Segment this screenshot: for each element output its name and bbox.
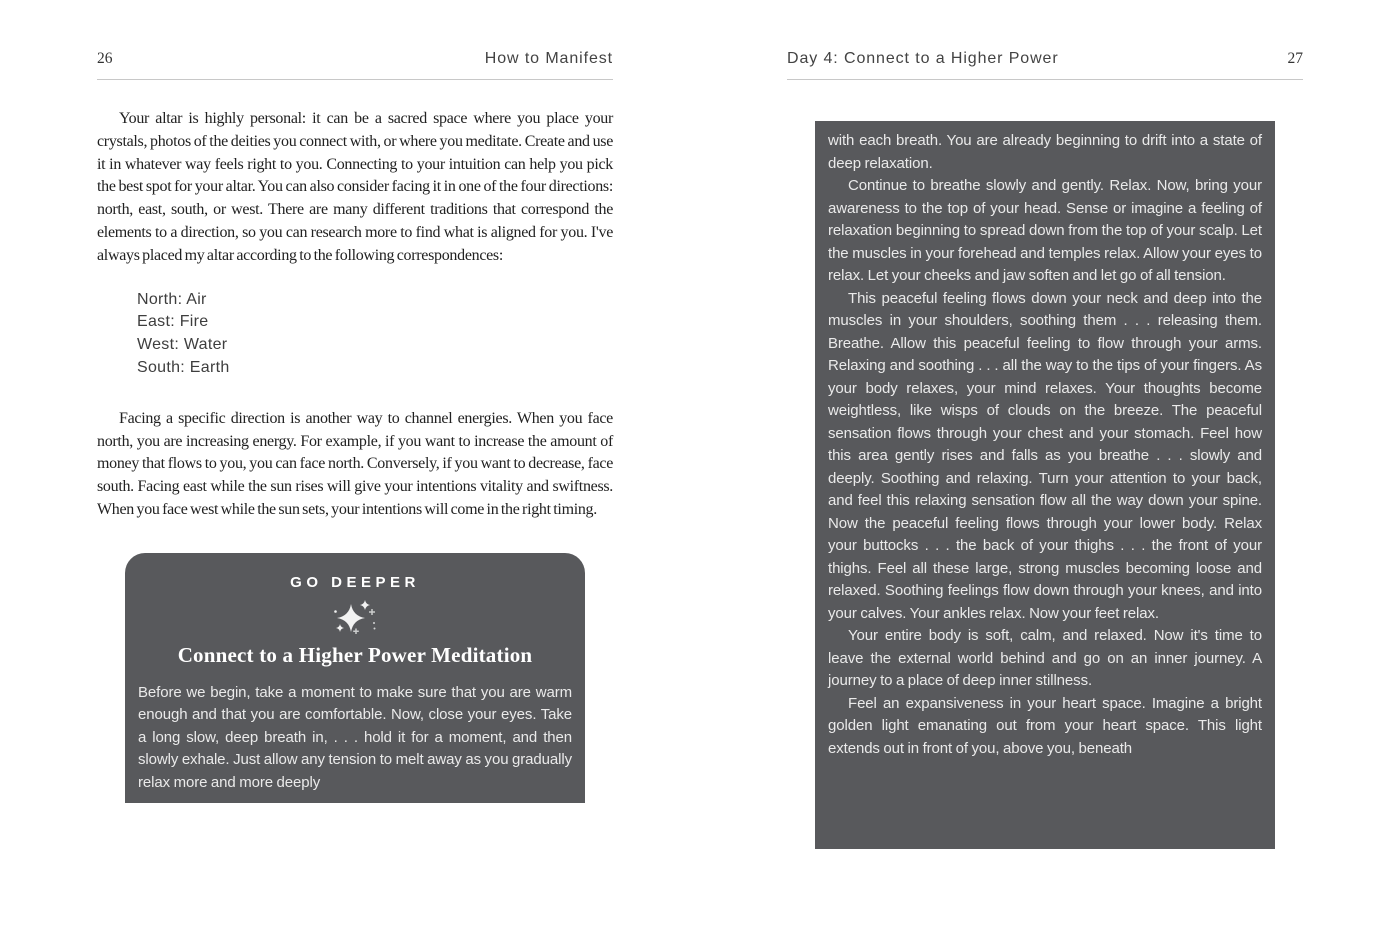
list-item-east: East: Fire [137,313,209,331]
running-head-left [97,50,613,72]
directions-paragraph: Facing a specific direction is another way to channel energies. When you face north, you are increasing energy. For example, if you want to increase the amount of money that flows to you, you can face north. Conversely, if you want to decrease, face south. Facing east while the sun rises will give your intentions vitality and swiftness. When you face west while the sun sets, your intentions will come in the right timing. [97,409,613,518]
go-deeper-box [125,553,585,803]
sparkle-icon [138,598,572,638]
list-item-north: North: Air [137,290,207,308]
header-rule-right [787,79,1303,80]
altar-paragraph: Your altar is highly personal: it can be a sacred space where you place your crystals, photos of the deities you connect with, or where you meditate. Create and use it in whatever way feels right to you. Connecting to your intuition can help you pick the best spot for your altar. You can also consider facing it in one of the four directions: north, east, south, or west. There are many different traditions that correspond the elements to a direction, so you can research more to find what is aligned for you. I've always placed my altar according to the following correspondences: [97,110,613,264]
page-left [97,0,613,933]
go-deeper-label: GO DEEPER [290,573,420,591]
list-item-west: West: Water [137,336,228,354]
meditation-paragraph: Continue to breathe slowly and gently. Relax. Now, bring your awareness to the top of your head. Sense or imagine a feeling of relaxation beginning to spread down from the top of your scalp. Let the muscles in your forehead and temples relax. Allow your eyes to relax. Let your cheeks and jaw soften and let go of all tension. [828,177,1262,284]
page-number-right: 27 [1287,50,1303,67]
running-title-book: How to Manifest [484,50,613,67]
page-right [787,0,1303,933]
meditation-paragraph: Your entire body is soft, calm, and relaxed. Now it's time to leave the external world behind and go on an inner journey. A journey to a place of deep inner stillness. [828,627,1262,689]
correspondence-list [137,289,613,380]
running-head-right [787,50,1303,72]
meditation-paragraph: Feel an expansiveness in your heart space. Imagine a bright golden light emanating out from your heart space. This light extends out in front of you, above you, beneath [828,694,1262,757]
running-title-chapter: Day 4: Connect to a Higher Power [787,50,1059,67]
meditation-paragraph: This peaceful feeling flows down your neck and deep into the muscles in your shoulders, soothing them . . . releasing them. Breathe. Allow this peaceful feeling to flow through your arms. Relaxing and soothing . . . all the way to the tips of your fingers. As your body relaxes, your mind relaxes. Your thoughts become weightless, like wisps of clouds on the breeze. The peaceful sensation flows through your chest and your stomach. Feel how this area gently rises and falls as you breathe . . . slowly and deeply. Soothing and relaxing. Turn your attention to your back, and feel this relaxing sensation flow all the way down your spine. Now the peaceful feeling flows through your lower body. Relax your buttocks . . . the back of your thighs . . . the front of your thighs. Feel all these large, strong muscles becoming loose and relaxed. Soothing feelings flow down through your knees, and into your calves. Your ankles relax. Now your feet relax. [828,289,1262,622]
header-rule-left [97,79,613,80]
list-item-south: South: Earth [137,358,230,376]
page-number-left: 26 [97,50,113,67]
meditation-intro-paragraph: Before we begin, take a moment to make sure that you are warm enough and that you are comfortable. Now, close your eyes. Take a long slow, deep breath in, . . . hold it for a moment, and then slowly exhale. Just allow any tension to melt away as you gradually relax more and more deeply [138,683,572,791]
meditation-heading: Connect to a Higher Power Meditation [177,642,533,667]
meditation-continuation-box [815,121,1275,849]
meditation-paragraph: with each breath. You are already beginning to drift into a state of deep relaxation. [828,132,1262,172]
